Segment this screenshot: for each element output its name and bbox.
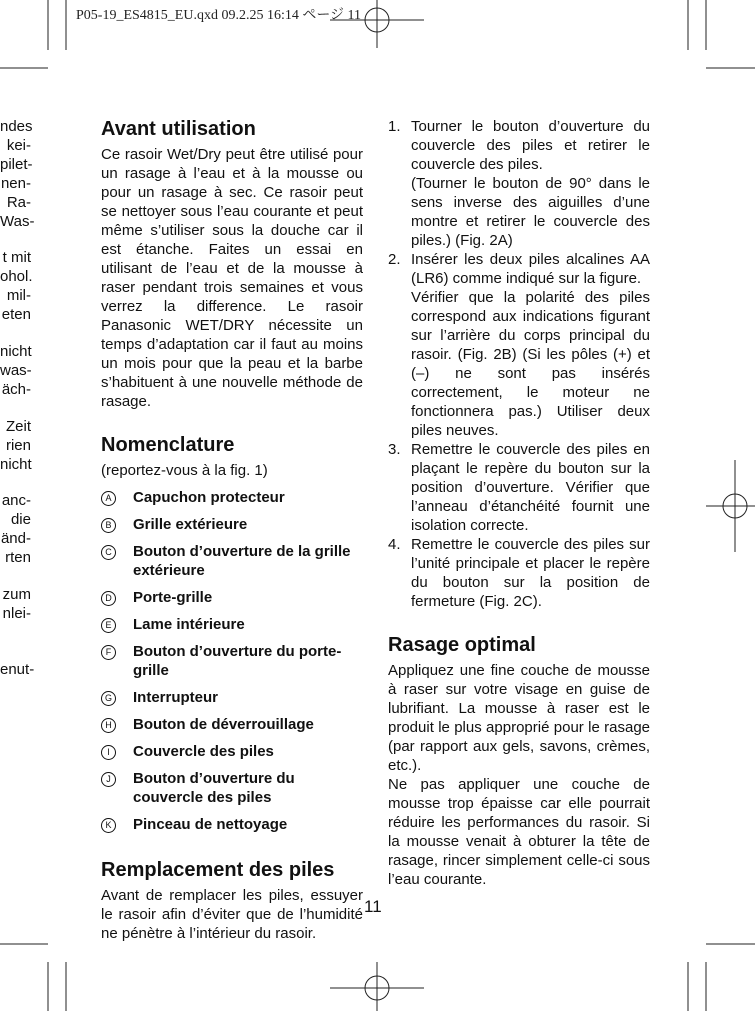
section-title-remplacement: Remplacement des piles xyxy=(101,859,335,881)
page-number: 11 xyxy=(364,897,382,916)
circled-letter-icon: D xyxy=(101,591,116,606)
circled-letter-icon: F xyxy=(101,645,116,660)
circled-letter-icon: C xyxy=(101,545,116,560)
left-fragment: anc- die änd- rten xyxy=(0,492,31,566)
rasage-para-1: Appliquez une fine couche de mousse à raser sur votre visage en guise de lubrifiant. La mousse à raser est le produit le plus approprié pour le rasage (par rapport aux gels, savons, crèmes, etc.). xyxy=(388,662,650,774)
list-item: B Grille extérieure xyxy=(101,515,363,534)
section-title-avant: Avant utilisation xyxy=(101,118,256,140)
list-item: G Interrupteur xyxy=(101,688,363,707)
left-fragment: zum nlei- xyxy=(2,586,31,622)
circled-letter-icon: H xyxy=(101,718,116,733)
circled-letter-icon: K xyxy=(101,818,116,833)
list-item: F Bouton d’ouverture du porte-grille xyxy=(101,642,363,680)
list-item: H Bouton de déverrouillage xyxy=(101,715,363,734)
circled-letter-icon: B xyxy=(101,518,116,533)
list-item: E Lame intérieure xyxy=(101,615,363,634)
list-item: 3. Remettre le couvercle des piles en plaçant le repère du bouton sur la position d’ouverture. Vérifier que l’anneau d’étanchéité fournit une isolation correcte. xyxy=(388,441,650,534)
list-item: D Porte-grille xyxy=(101,588,363,607)
list-item: 1. Tourner le bouton d’ouverture du couvercle des piles et retirer le couvercle des piles. (Tourner le bouton de 90° dans le sens inverse des aiguilles d’une montre et retirer le couvercle des piles.) (Fig. 2A) xyxy=(388,118,650,249)
left-fragment: enut- xyxy=(0,661,35,678)
nomenclature-list xyxy=(101,488,363,834)
list-item: 4. Remettre le couvercle des piles sur l’unité principale et placer le repère du bouton sur la position de fermeture (Fig. 2C). xyxy=(388,536,650,610)
circled-letter-icon: I xyxy=(101,745,116,760)
list-item: C Bouton d’ouverture de la grille extérieure xyxy=(101,542,363,580)
left-fragment: t mit ohol. mil- eten xyxy=(0,249,33,323)
left-fragment: ndes kei- pilet- nen- Ra- Was- xyxy=(0,118,35,230)
section-title-rasage: Rasage optimal xyxy=(388,634,536,656)
section-title-nomenclature: Nomenclature xyxy=(101,434,235,456)
steps-list xyxy=(388,117,650,611)
list-item: A Capuchon protecteur xyxy=(101,488,363,507)
circled-letter-icon: E xyxy=(101,618,116,633)
circled-letter-icon: J xyxy=(101,772,116,787)
list-item: K Pinceau de nettoyage xyxy=(101,815,363,834)
avant-body: Ce rasoir Wet/Dry peut être utilisé pour un rasage à l’eau et à la mousse ou pour un rasage à sec. Ce rasoir peut se nettoyer sous l’eau courante et peut même s’utiliser sous la douche car il est étanche. Faites un essai en utilisant de l’eau et de la mousse à raser pendant trois semaines et vous verrez la difference. Le rasoir Panasonic WET/DRY nécessite un temps d’adaptation car il faut au moins un mois pour que la peau et la barbe s’habituent à une nouvelle méthode de rasage. xyxy=(101,146,363,410)
left-fragment: nicht was- äch- xyxy=(0,343,32,398)
circled-letter-icon: G xyxy=(101,691,116,706)
list-item: 2. Insérer les deux piles alcalines AA (LR6) comme indiqué sur la figure. Vérifier que la polarité des piles correspond aux indications figurant sur l’arrière du corps principal du rasoir. (Fig. 2B) (Si les pôles (+) et (–) ne sont pas insérés correctement, le moteur ne fonctionnera pas.) Utiliser deux piles neuves. xyxy=(388,251,650,439)
column-left xyxy=(101,117,363,943)
list-item: I Couvercle des piles xyxy=(101,742,363,761)
remplacement-intro: Avant de remplacer les piles, essuyer le rasoir afin d’éviter que de l’humidité ne pénètre à l’intérieur du rasoir. xyxy=(101,887,363,942)
circled-letter-icon: A xyxy=(101,491,116,506)
nomenclature-subtitle: (reportez-vous à la fig. 1) xyxy=(101,462,268,479)
print-header: P05-19_ES4815_EU.qxd 09.2.25 16:14 ページ 11 xyxy=(76,8,362,23)
rasage-para-2: Ne pas appliquer une couche de mousse trop épaisse car elle pourrait réduire les performances du rasoir. Si la mousse venait à obturer la tête de rasage, rincer simplement celle-ci sous l’eau courante. xyxy=(388,776,650,888)
column-right xyxy=(388,117,650,889)
left-fragment: Zeit rien nicht xyxy=(0,418,32,473)
list-item: J Bouton d’ouverture du couvercle des piles xyxy=(101,769,363,807)
